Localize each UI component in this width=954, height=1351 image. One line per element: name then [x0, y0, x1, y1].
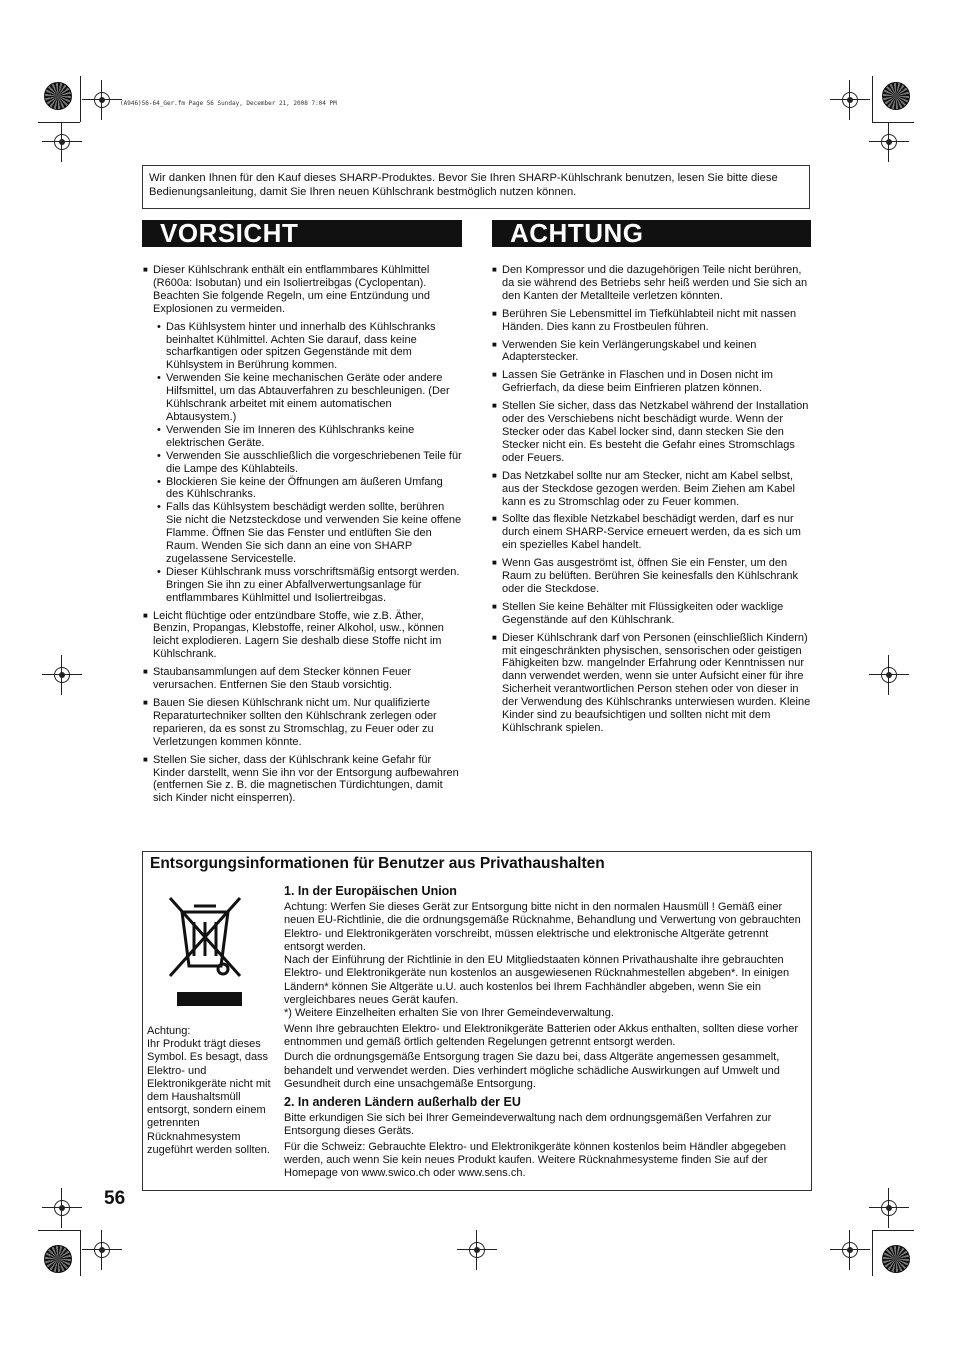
crop-mark: [38, 1230, 80, 1231]
warning-item: ■ Sollte das flexible Netzkabel beschädigt werden, darf es nur durch einem SHARP-Service erneuert werden, da es sich um ein spezielles Kabel handelt.: [492, 513, 812, 552]
crosshair-icon: [877, 1196, 901, 1220]
intro-box: Wir danken Ihnen für den Kauf dieses SHARP-Produktes. Bevor Sie Ihren SHARP-Kühlschrank benutzen, lesen Sie bitte diese Bedienungsanleitung, damit Sie Ihren neuen Kühlschrank bestmöglich nutzen können.: [142, 165, 810, 209]
file-header-line: (A946)56-64_Ger.fm Page 56 Sunday, December 21, 2008 7:04 PM: [120, 100, 337, 107]
vorsicht-column: [143, 264, 463, 810]
section-eu-title: 1. In der Europäischen Union: [284, 884, 457, 898]
crosshair-icon: [877, 663, 901, 687]
crosshair-icon: [877, 130, 901, 154]
warning-item: ■ Den Kompressor und die dazugehörigen Teile nicht berühren, da sie während des Betriebs sehr heiß werden und Sie sich an den Kanten der Metallteile verletzen könnten.: [492, 264, 812, 303]
crosshair-icon: [90, 1238, 114, 1262]
crosshair-icon: [50, 1196, 74, 1220]
caution-subitems: [143, 321, 463, 605]
caution-item: ■ Stellen Sie sicher, dass der Kühlschrank keine Gefahr für Kinder darstellt, wenn Sie ihn vor der Entsorgung aufbewahren (entfernen Sie z. B. die magnetischen Türdichtungen, damit sich Kinder nicht einsperren).: [143, 754, 463, 806]
section-eu-paragraph: Durch die ordnungsgemäße Entsorgung tragen Sie dazu bei, dass Altgeräte angemessen gesammelt, behandelt und verwendet werden. Dies verhindert mögliche schädliche Auswirkungen auf Umwelt und Gesundheit durch eine unsachgemäße Entsorgung.: [284, 1051, 780, 1090]
caution-item: ■ Bauen Sie diesen Kühlschrank nicht um. Nur qualifizierte Reparaturtechniker sollten den Kühlschrank zerlegen oder reparieren, da es sonst zu Stromschlag, zu Feuer oder zu Verletzungen kommen könnte.: [143, 697, 463, 749]
warning-item: ■ Berühren Sie Lebensmittel im Tiefkühlabteil nicht mit nassen Händen. Dies kann zu Frostbeulen führen.: [492, 308, 812, 334]
crop-mark: [872, 76, 873, 122]
caution-item: ■ Leicht flüchtige oder entzündbare Stoffe, wie z.B. Äther, Benzin, Propangas, Klebstoffe, reiner Alkohol, usw., können leicht explodieren. Lagern Sie deshalb diese Stoffe nicht im Kühlschrank.: [143, 610, 463, 662]
warning-item: ■ Stellen Sie keine Behälter mit Flüssigkeiten oder wacklige Gegenstände auf den Kühlschrank.: [492, 601, 812, 627]
symbol-note: Achtung: Ihr Produkt trägt dieses Symbol. Es besagt, dass Elektro- und Elektronikgeräte nicht mit dem Haushaltsmüll entsorgt, sondern einem getrennten Rücknahmesystem zugeführt werden sollten.: [147, 1025, 271, 1156]
caution-subitem: • Verwenden Sie ausschließlich die vorgeschriebenen Teile für die Lampe des Kühlabteils.: [143, 450, 463, 476]
section-eu-paragraph: Wenn Ihre gebrauchten Elektro- und Elektronikgeräte Batterien oder Akkus enthalten, sollten diese vorher entnommen und gemäß örtlich geltenden Regelungen getrennt entsorgt werden.: [284, 1022, 799, 1048]
warning-item: ■ Lassen Sie Getränke in Flaschen und in Dosen nicht im Gefrierfach, da diese beim Einfrieren platzen können.: [492, 369, 812, 395]
print-rosette-bottom-right: [882, 1245, 910, 1273]
achtung-column: [492, 264, 812, 740]
print-rosette-bottom-left: [44, 1245, 72, 1273]
crop-mark: [872, 1230, 873, 1276]
crop-mark: [872, 1230, 914, 1231]
crosshair-icon: [50, 663, 74, 687]
caution-item: ■ Dieser Kühlschrank enthält ein entflammbares Kühlmittel (R600a: Isobutan) und ein Isoliertreibgas (Cyclopentan). Beachten Sie folgende Regeln, um eine Entzündung und Explosionen zu vermeiden.: [143, 264, 463, 316]
crosshair-icon: [838, 88, 862, 112]
print-rosette-top-left: [44, 82, 72, 110]
warning-item: ■ Verwenden Sie kein Verlängerungskabel und keinen Adapterstecker.: [492, 339, 812, 365]
crosshair-icon: [465, 1238, 489, 1262]
crop-mark: [80, 76, 81, 122]
warning-item: ■ Das Netzkabel sollte nur am Stecker, nicht am Kabel selbst, aus der Steckdose gezogen werden. Beim Ziehen am Kabel kann es zu Stromschlag oder zu Feuer kommen.: [492, 470, 812, 509]
crossed-out-wheelie-bin-icon: [160, 890, 250, 1010]
caution-subitem: • Blockieren Sie keine der Öffnungen am äußeren Umfang des Kühlschranks.: [143, 476, 463, 502]
print-rosette-top-right: [882, 82, 910, 110]
vorsicht-heading: VORSICHT: [142, 220, 462, 247]
warning-item: ■ Dieser Kühlschrank darf von Personen (einschließlich Kindern) mit eingeschränkten physischen, sensorischen oder geistigen Fähigkeiten bzw. mangelnder Erfahrung oder Kenntnissen nur dann verwendet werden, wenn sie unter Aufsicht einer für ihre Sicherheit verantwortlichen Person stehen oder von dieser in der Verwendung des Kühlschranks unterwiesen wurden. Kleine Kinder sind zu beaufsichtigen und sollten nicht mit dem Kühlschrank spielen.: [492, 632, 812, 735]
crop-mark: [872, 122, 914, 123]
crosshair-icon: [90, 88, 114, 112]
caution-subitem: • Verwenden Sie keine mechanischen Geräte oder andere Hilfsmittel, um das Abtauverfahren zu beschleunigen. (Der Kühlschrank arbeitet mit einem automatischen Abtausystem.): [143, 372, 463, 424]
page-number: 56: [104, 1188, 126, 1209]
crosshair-icon: [838, 1238, 862, 1262]
section-non-eu-title: 2. In anderen Ländern außerhalb der EU: [284, 1095, 521, 1110]
disposal-text: [284, 884, 810, 1183]
caution-subitem: • Falls das Kühlsystem beschädigt werden sollte, berühren Sie nicht die Netzsteckdose und verwenden Sie keine offene Flamme. Öffnen Sie das Fenster und entlüften Sie den Raum. Wenden Sie sich dann an eine von SHARP zugelassene Servicestelle.: [143, 501, 463, 566]
disposal-title: Entsorgungsinformationen für Benutzer aus Privathaushalten: [150, 855, 605, 872]
caution-subitem: • Verwenden Sie im Inneren des Kühlschranks keine elektrischen Geräte.: [143, 424, 463, 450]
crosshair-icon: [50, 130, 74, 154]
achtung-heading: ACHTUNG: [492, 220, 811, 247]
caution-item: ■ Staubansammlungen auf dem Stecker können Feuer verursachen. Entfernen Sie den Staub vorsichtig.: [143, 666, 463, 692]
section-eu-paragraph: Achtung: Werfen Sie dieses Gerät zur Entsorgung bitte nicht in den normalen Hausmüll ! Gemäß einer neuen EU-Richtlinie, die die ordnungsgemäße Rücknahme, Behandlung und Verwertung von gebrauchten Elektro- und Elektronikgeräten vorschreibt, müssen elektrische und elektronische Altgeräte getrennt entsorgt werden. Nach der Einführung der Richtlinie in den EU Mitgliedstaaten können Privathaushalte ihre gebrauchten Elektro- und Elektronikgeräte nun kostenlos an ausgewiesenen Rücknahmestellen abgeben*. In einigen Ländern* können Sie Altgeräte u.U. auch kostenlos bei Ihrem Fachhändler abgeben, wenn Sie ein vergleichbares neues Gerät kaufen. *) Weitere Einzelheiten erhalten Sie von Ihrer Gemeindeverwaltung.: [284, 901, 801, 1020]
crop-mark: [80, 1230, 81, 1276]
warning-item: ■ Stellen Sie sicher, dass das Netzkabel während der Installation oder des Verschiebens nicht beschädigt wurde. Wenn der Stecker oder das Kabel locker sind, dann stecken Sie den Stecker nicht ein. Es besteht die Gefahr eines Stromschlags oder Feuers.: [492, 400, 812, 465]
caution-subitem: • Das Kühlsystem hinter und innerhalb des Kühlschranks beinhaltet Kühlmittel. Achten Sie darauf, dass keine scharfkantigen oder spitzen Gegenstände mit dem Kühlsystem in Berührung kommen.: [143, 321, 463, 373]
warning-item: ■ Wenn Gas ausgeströmt ist, öffnen Sie ein Fenster, um den Raum zu belüften. Berühren Sie keinesfalls den Kühlschrank oder die Steckdose.: [492, 557, 812, 596]
crop-mark: [38, 122, 80, 123]
section-non-eu-paragraph: Bitte erkundigen Sie sich bei Ihrer Gemeindeverwaltung nach dem ordnungsgemäßen Verfahren zur Entsorgung dieses Geräts.: [284, 1112, 772, 1138]
section-non-eu-paragraph: Für die Schweiz: Gebrauchte Elektro- und Elektronikgeräte können kostenlos beim Händler abgegeben werden, auch wenn Sie kein neues Produkt kaufen. Weitere Rücknahmesysteme finden Sie auf der Homepage von www.swico.ch oder www.sens.ch.: [284, 1140, 787, 1180]
caution-subitem: • Dieser Kühlschrank muss vorschriftsmäßig entsorgt werden. Bringen Sie ihn zu einer Abfallverwertungsanlage für entflammbares Kühlmittel und Isoliertreibgas.: [143, 566, 463, 605]
